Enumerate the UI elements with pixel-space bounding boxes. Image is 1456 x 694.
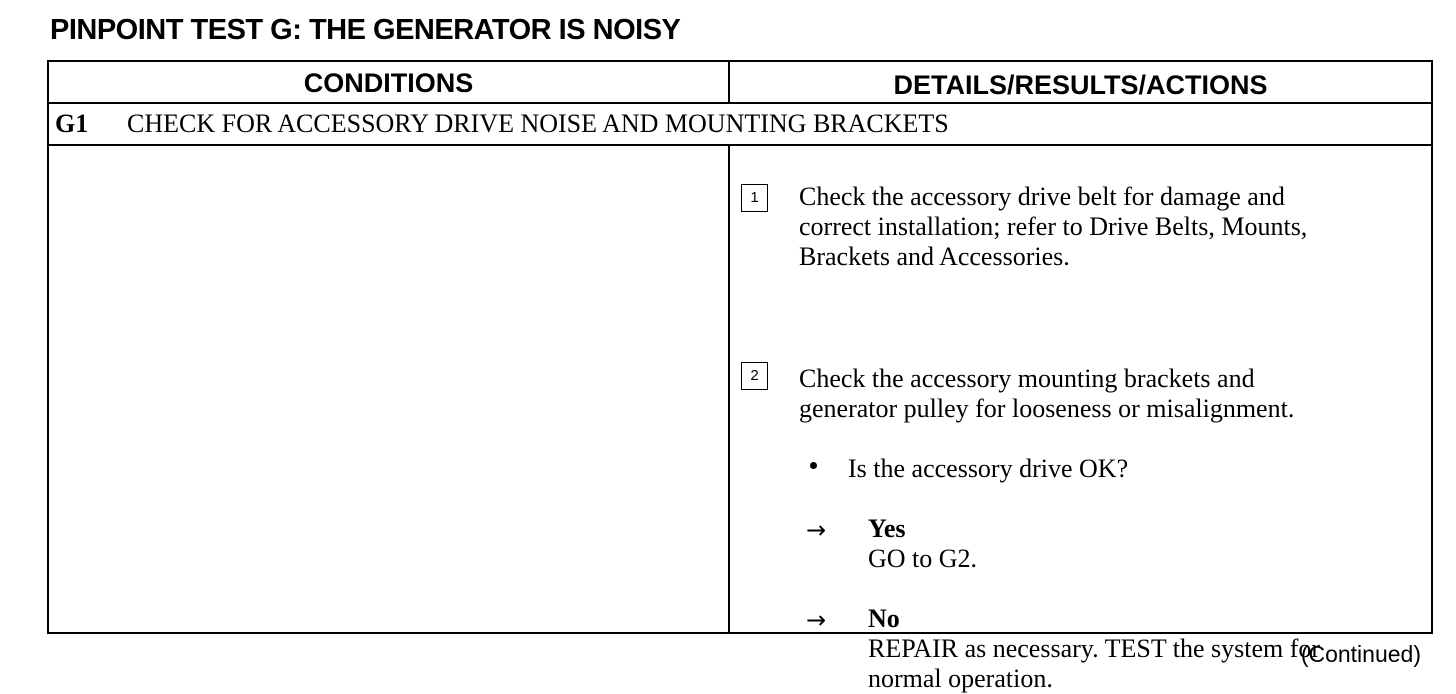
step-number-box-2: 2 <box>741 362 768 390</box>
step-id: G1 <box>55 109 89 138</box>
item-1-line-2: correct installation; refer to Drive Belts, Mounts, <box>799 212 1308 241</box>
conditions-cell <box>49 146 730 632</box>
answer-no-line-1: REPAIR as necessary. TEST the system for <box>868 634 1321 663</box>
answer-yes <box>868 514 977 574</box>
conditions-column-header: CONDITIONS <box>49 62 730 102</box>
question-bullet <box>810 462 817 469</box>
answer-yes-line-1: GO to G2. <box>868 544 978 573</box>
item-1-text <box>799 182 1307 272</box>
table-header-row <box>49 62 1431 104</box>
continued-note: (Continued) <box>1300 641 1421 667</box>
item-1-line-1: Check the accessory drive belt for damage and <box>799 182 1285 211</box>
step-row <box>49 104 1431 146</box>
answer-no-line-2: normal operation. <box>868 664 1053 693</box>
answer-no <box>868 604 1320 694</box>
item-1-line-3: Brackets and Accessories. <box>799 242 1070 271</box>
step-title: CHECK FOR ACCESSORY DRIVE NOISE AND MOUNTING BRACKETS <box>127 109 949 138</box>
answer-yes-label: Yes <box>868 514 906 543</box>
details-column-header: DETAILS/RESULTS/ACTIONS <box>893 70 1268 100</box>
item-2-line-1: Check the accessory mounting brackets and <box>799 364 1255 393</box>
question-text: Is the accessory drive OK? <box>848 454 1129 483</box>
page-title: PINPOINT TEST G: THE GENERATOR IS NOISY <box>50 14 681 46</box>
step-number-box-1: 1 <box>741 184 768 212</box>
answer-no-label: No <box>868 604 900 633</box>
item-2-line-2: generator pulley for looseness or misalignment. <box>799 394 1295 423</box>
arrow-right-icon: → <box>806 606 827 634</box>
arrow-right-icon: → <box>806 516 827 544</box>
item-2-text <box>799 364 1294 424</box>
